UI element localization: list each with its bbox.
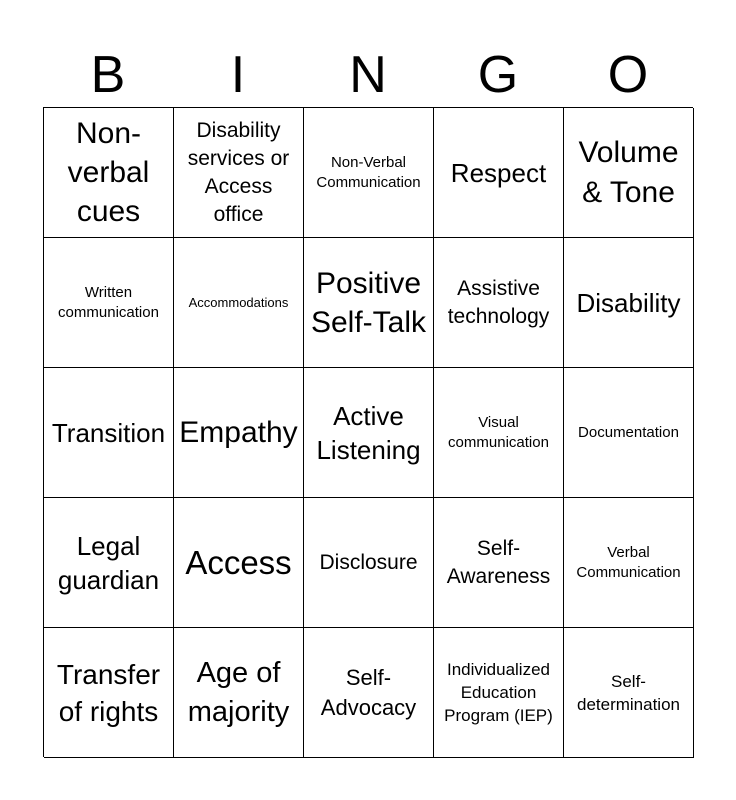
bingo-cell-r5-c5[interactable] — [564, 628, 694, 758]
bingo-header — [43, 42, 693, 108]
cell-label: Legal guardian — [57, 530, 160, 595]
bingo-cell-r5-c3[interactable] — [304, 628, 434, 758]
cell-label: Assistive technology — [447, 276, 550, 328]
cell-label: Transfer of rights — [56, 658, 161, 727]
bingo-cell-r1-c4[interactable] — [434, 108, 564, 238]
bingo-cell-r2-c1[interactable] — [44, 238, 174, 368]
cell-label: Transition — [51, 417, 166, 448]
cell-label: Respect — [450, 157, 547, 188]
cell-label: Self-determination — [576, 671, 680, 714]
cell-label: Non-verbal cues — [67, 117, 150, 228]
cell-label: Visual communication — [448, 413, 549, 451]
cell-label: Volume & Tone — [578, 135, 679, 209]
cell-label: Age of majority — [187, 656, 290, 728]
bingo-cell-r5-c4[interactable] — [434, 628, 564, 758]
bingo-cell-r4-c1[interactable] — [44, 498, 174, 628]
bingo-cell-r3-c1[interactable] — [44, 368, 174, 498]
cell-label: Empathy — [179, 415, 298, 449]
bingo-cell-r4-c2[interactable] — [174, 498, 304, 628]
cell-label: Access — [185, 543, 292, 581]
bingo-grid — [43, 107, 693, 757]
bingo-cell-r2-c3[interactable] — [304, 238, 434, 368]
bingo-cell-r3-c5[interactable] — [564, 368, 694, 498]
header-letter-b: B — [90, 46, 126, 104]
bingo-cell-r1-c2[interactable] — [174, 108, 304, 238]
bingo-cell-r2-c5[interactable] — [564, 238, 694, 368]
bingo-cell-r3-c3[interactable] — [304, 368, 434, 498]
bingo-cell-r2-c4[interactable] — [434, 238, 564, 368]
cell-label: Positive Self-Talk — [310, 266, 427, 339]
cell-label: Non-Verbal Communication — [316, 153, 421, 191]
cell-label: Disability services or Access office — [187, 118, 290, 226]
bingo-cell-r2-c2[interactable] — [174, 238, 304, 368]
bingo-cell-r3-c4[interactable] — [434, 368, 564, 498]
bingo-cell-r1-c5[interactable] — [564, 108, 694, 238]
bingo-cell-r1-c3[interactable] — [304, 108, 434, 238]
bingo-cell-r4-c4[interactable] — [434, 498, 564, 628]
bingo-cell-r4-c5[interactable] — [564, 498, 694, 628]
bingo-cell-r5-c1[interactable] — [44, 628, 174, 758]
cell-label: Self-Awareness — [446, 536, 551, 588]
header-letter-g: G — [477, 46, 519, 104]
cell-label: Accommodations — [188, 295, 289, 310]
cell-label: Verbal Communication — [576, 543, 681, 581]
header-letter-n: N — [349, 46, 387, 104]
cell-label: Active Listening — [316, 400, 421, 465]
cell-label: Documentation — [578, 423, 679, 441]
header-letter-o: O — [607, 46, 649, 104]
bingo-cell-r1-c1[interactable] — [44, 108, 174, 238]
cell-label: Disability — [576, 287, 681, 318]
bingo-cell-r4-c3[interactable] — [304, 498, 434, 628]
cell-label: Disclosure — [319, 550, 418, 574]
cell-label: Written communication — [58, 283, 159, 321]
cell-label: Individualized Education Program (IEP) — [444, 660, 553, 725]
cell-label: Self-Advocacy — [320, 664, 417, 720]
bingo-cell-r5-c2[interactable] — [174, 628, 304, 758]
bingo-cell-r3-c2[interactable] — [174, 368, 304, 498]
header-letter-i: I — [230, 46, 246, 104]
